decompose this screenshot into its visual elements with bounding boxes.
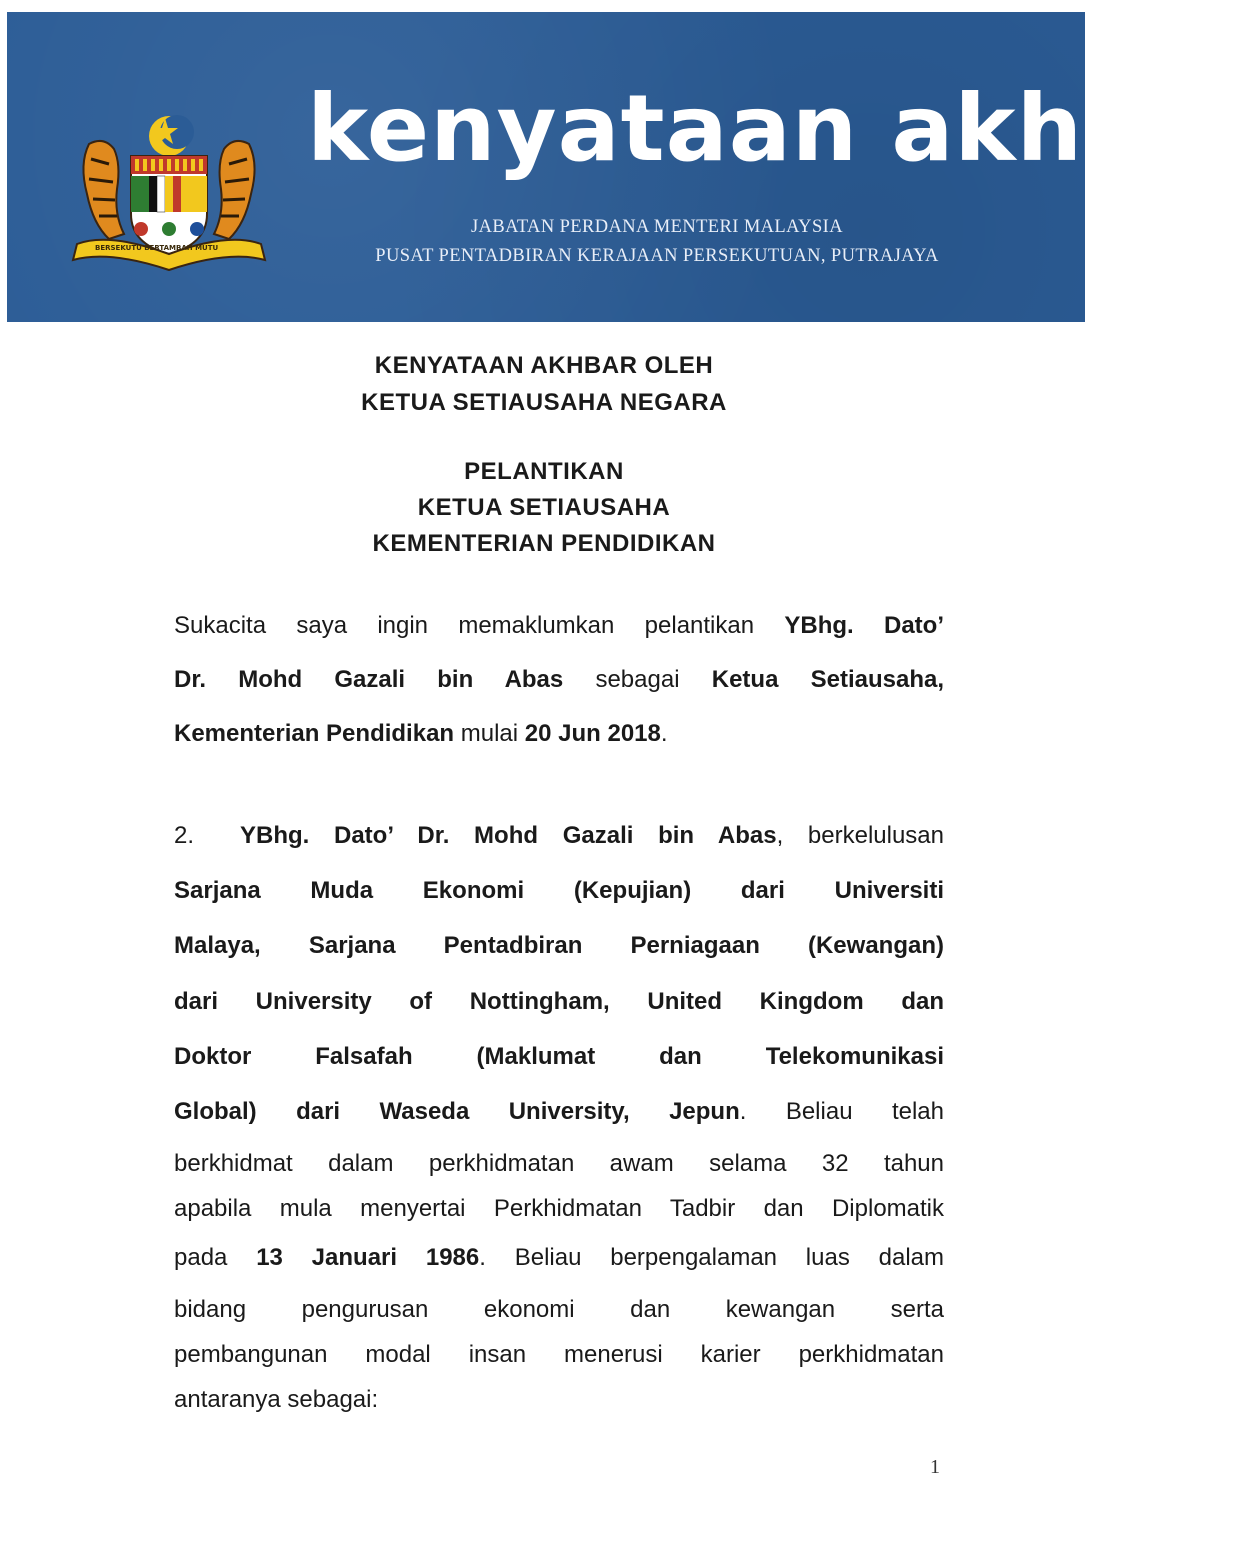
text: pada [174,1244,257,1271]
bold-text: 20 Jun 2018 [524,720,661,747]
paragraph-2-line-7 [174,1150,944,1178]
paragraph-1-line-3 [174,720,944,748]
text: . Beliau berpengalaman luas dalam [479,1244,945,1271]
banner-subtitle-department: JABATAN PERDANA MENTERI MALAYSIA [471,217,843,237]
bold-text: YBhg. Dato’ Dr. Mohd Gazali bin Abas [240,822,777,849]
bold-text: Sarjana Muda Ekonomi (Kepujian) dari Universiti [174,877,944,904]
page-number: 1 [930,1456,940,1478]
text: apabila mula menyertai Perkhidmatan Tadbir dan Diplomatik [174,1195,944,1222]
bold-text: Doktor Falsafah (Maklumat dan Telekomunikasi [174,1043,944,1070]
text: . [660,720,668,747]
text: bidang pengurusan ekonomi dan kewangan serta [174,1296,944,1323]
paragraph-1-line-1 [174,612,944,640]
banner-title: kenyataan akhbar [307,75,1259,182]
bold-text: Kementerian Pendidikan [174,720,455,747]
paragraph-2-line-9 [174,1244,944,1272]
paragraph-2-line-2 [174,877,944,905]
paragraph-2-line-5 [174,1043,944,1071]
text: berkhidmat dalam perkhidmatan awam selama 32 tahun [174,1150,944,1177]
heading-line-5: KEMENTERIAN PENDIDIKAN [372,530,716,557]
paragraph-2-line-10 [174,1296,944,1324]
text: Sukacita saya ingin memaklumkan pelantikan [174,612,785,639]
paragraph-number: 2. [174,822,195,849]
paragraph-2-line-3 [174,932,944,960]
malaysia-coat-of-arms-icon [69,104,269,274]
heading-line-1: KENYATAAN AKHBAR OLEH [374,352,714,379]
paragraph-2-line-6 [174,1098,944,1126]
bold-text: Global) dari Waseda University, Jepun [174,1098,740,1125]
bold-text: YBhg. Dato’ [784,612,944,639]
bold-text: Malaya, Sarjana Pentadbiran Perniagaan (Kewangan) [174,932,944,959]
bold-text: 13 Januari 1986 [256,1244,480,1271]
text: antaranya sebagai: [174,1386,379,1413]
heading-line-4: KETUA SETIAUSAHA [417,494,671,521]
crest-motto-text: BERSEKUTU BERTAMBAH MUTU [95,244,219,252]
paragraph-2-line-11 [174,1341,944,1369]
text: , berkelulusan [776,822,944,849]
paragraph-2-line-1 [174,822,944,850]
heading-line-3: PELANTIKAN [464,458,624,485]
paragraph-2-line-8 [174,1195,944,1223]
paragraph-2-line-4 [174,988,944,1016]
bold-text: dari University of Nottingham, United Kingdom dan [174,988,944,1015]
bold-text: Ketua Setiausaha, [711,666,945,693]
bold-text: Dr. Mohd Gazali bin Abas [174,666,564,693]
banner-subtitle-address: PUSAT PENTADBIRAN KERAJAAN PERSEKUTUAN, PUTRAJAYA [375,246,939,266]
text: sebagai [563,666,712,693]
press-release-banner [7,12,1259,322]
heading-line-2: KETUA SETIAUSAHA NEGARA [361,389,727,416]
paragraph-2-line-12 [174,1386,944,1414]
text: mulai [454,720,525,747]
text: . Beliau telah [739,1098,944,1125]
text: pembangunan modal insan menerusi karier perkhidmatan [174,1341,944,1368]
paragraph-1-line-2 [174,666,944,694]
